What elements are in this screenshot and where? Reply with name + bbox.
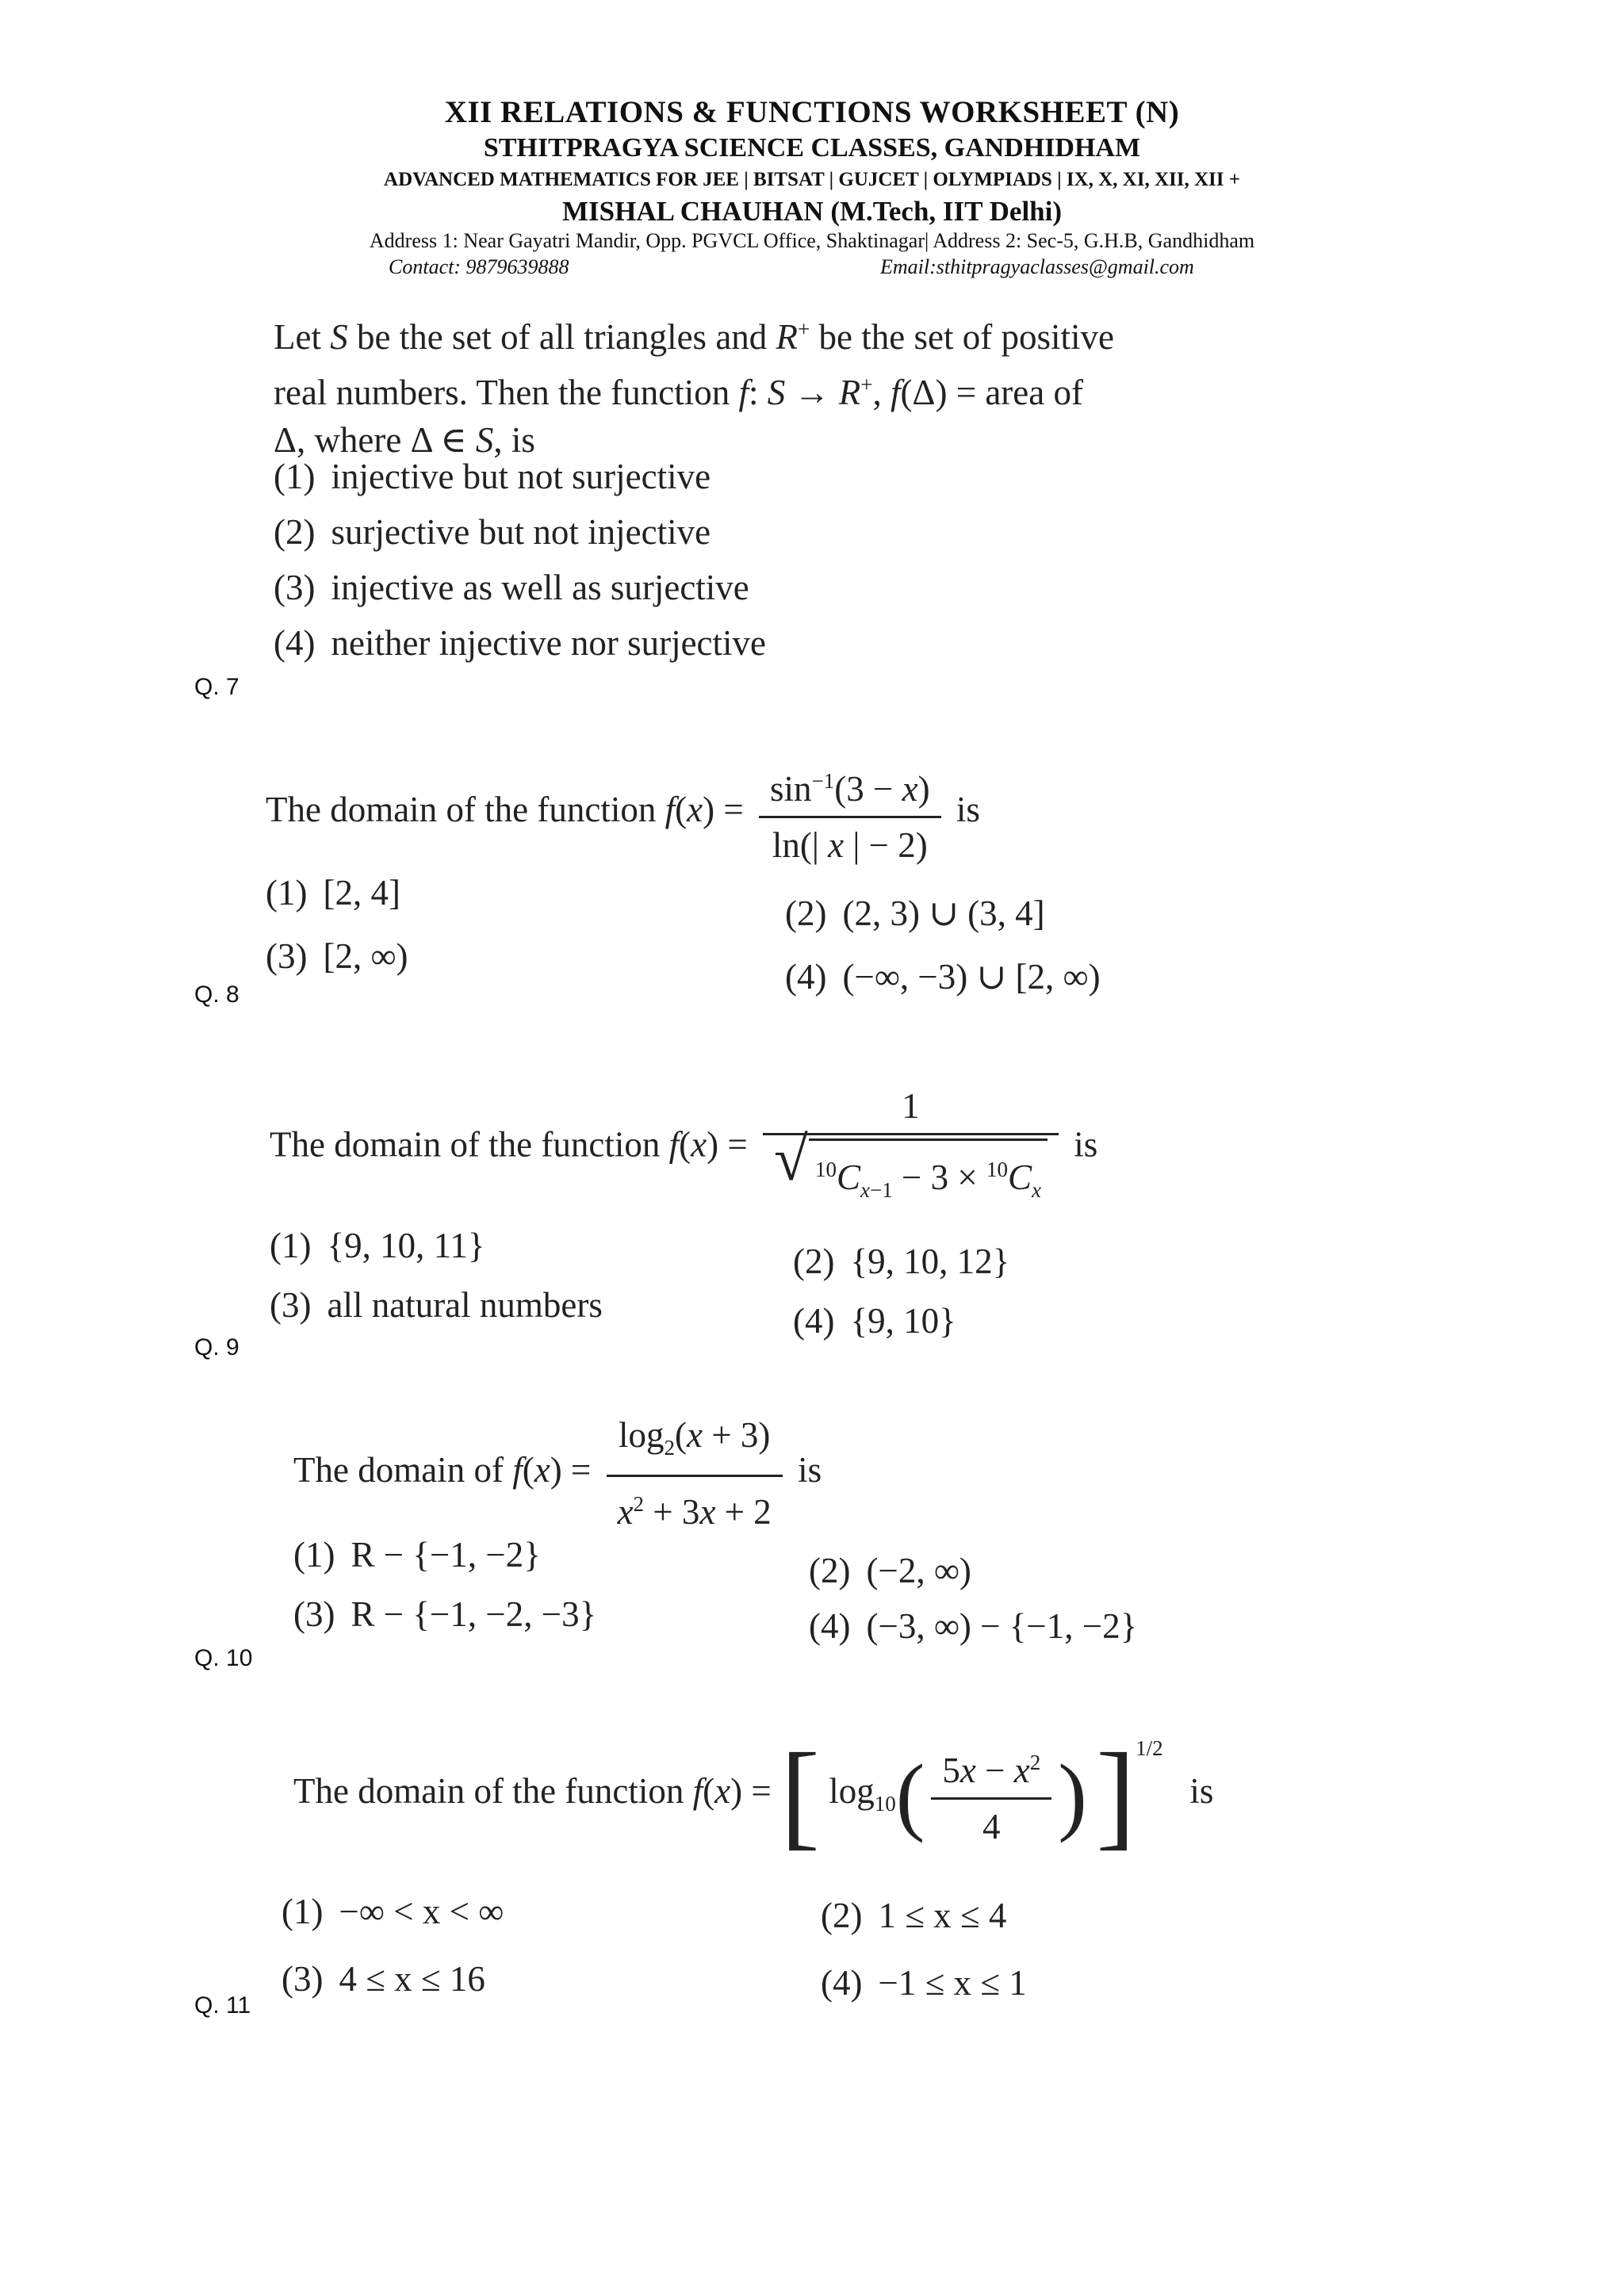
option-1: (1) {9, 10, 11} — [270, 1226, 485, 1265]
option-4: (4) neither injective nor surjective — [274, 623, 767, 663]
option-2: (2) {9, 10, 12} — [793, 1242, 1010, 1281]
option-1: (1) −∞ < x < ∞ — [282, 1892, 504, 1931]
option-2: (2) (−2, ∞) — [809, 1551, 971, 1590]
question-stem: The domain of the function f(x) = $\frac{\sin^{-1}(3 - x)}{\ln(| x | - 2)}$ is — [266, 757, 980, 869]
option-2: (2) 1 ≤ x ≤ 4 — [821, 1896, 1007, 1935]
question-label: Q. 8 — [194, 982, 239, 1008]
question-11 — [293, 1724, 1214, 1861]
worksheet-header — [0, 94, 1624, 281]
option-3: (3) all natural numbers — [270, 1285, 603, 1325]
question-stem: The domain of f(x) = $\frac{\log_2(x + 3)}{x^2 + 3x + 2}$ is — [293, 1411, 822, 1536]
institute-name: STHITPRAGYA SCIENCE CLASSES, GANDHIDHAM — [483, 133, 1141, 163]
option-3: (3) [2, ∞) — [266, 936, 408, 976]
option-3: (3) 4 ≤ x ≤ 16 — [282, 1959, 485, 1999]
option-4: (4) (−∞, −3) ∪ [2, ∞) — [785, 957, 1101, 997]
option-1: (1) R − {−1, −2} — [293, 1535, 541, 1575]
option-3: (3) injective as well as surjective — [274, 568, 749, 607]
contact-email: Email:sthitpragyaclasses@gmail.com — [880, 255, 1194, 278]
question-stem: The domain of the function f(x) = [ $\log_{10}$( $\frac{5x - x^2}{4}$ ) ]$^{1/2}$ is — [293, 1728, 1214, 1861]
teacher-name: MISHAL CHAUHAN (M.Tech, IIT Delhi) — [561, 196, 1063, 227]
question-label: Q. 10 — [194, 1645, 253, 1671]
contact-line — [0, 254, 1624, 281]
option-1: (1) injective but not surjective — [274, 457, 711, 496]
question-8 — [266, 757, 980, 869]
address-line: Address 1: Near Gayatri Mandir, Opp. PGVCL Office, Shaktinagar| Address 2: Sec-5, G.H.B, Gandhidham — [369, 229, 1255, 252]
question-stem: The domain of the function f(x) = 1 √ $^{10}C_{x-1} - 3 \times ^{10}C_x$ is — [270, 1082, 1097, 1214]
worksheet-title: XII RELATIONS & FUNCTIONS WORKSHEET (N) — [444, 95, 1180, 129]
question-9 — [270, 1082, 1097, 1214]
question-label: Q. 7 — [194, 674, 239, 700]
option-3: (3) R − {−1, −2, −3} — [293, 1594, 597, 1634]
contact-phone: Contact: 9879639888 — [389, 255, 569, 278]
tagline: ADVANCED MATHEMATICS FOR JEE | BITSAT | GUJCET | OLYMPIADS | IX, X, XI, XII, XII + — [384, 169, 1240, 190]
option-4: (4) {9, 10} — [793, 1301, 956, 1341]
option-1: (1) [2, 4] — [266, 873, 400, 913]
option-4: (4) −1 ≤ x ≤ 1 — [821, 1963, 1027, 2003]
question-7 — [274, 305, 1114, 464]
question-label: Q. 11 — [194, 1992, 251, 2019]
question-label: Q. 9 — [194, 1334, 239, 1360]
option-4: (4) (−3, ∞) − {−1, −2} — [809, 1606, 1138, 1646]
option-2: (2) surjective but not injective — [274, 512, 711, 552]
question-stem: Let S be the set of all triangles and R+ be the set of positive real numbers. Then the function f: S → R+, f(Δ) = area of Δ, where Δ ∈ S, is — [274, 317, 1114, 460]
option-2: (2) (2, 3) ∪ (3, 4] — [785, 894, 1045, 933]
question-10 — [293, 1411, 822, 1536]
